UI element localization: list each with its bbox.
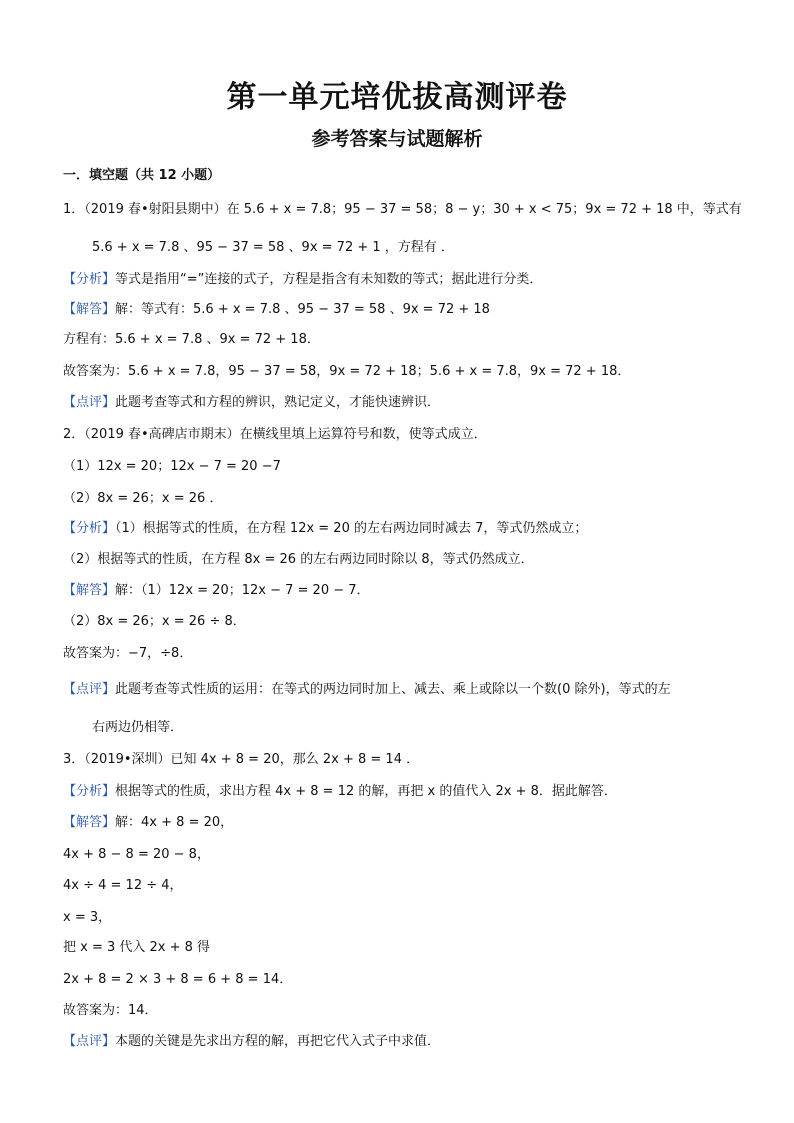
question-2-solution-1: 【解答】解：（1）12x = 20；12x − 7 = 20 − 7． <box>63 583 370 598</box>
section-tag: 【点评】 <box>63 682 116 697</box>
page-subtitle: 参考答案与试题解析 <box>311 128 483 150</box>
question-3-analysis: 【分析】根据等式的性质，求出方程 4x + 8 = 12 的解，再把 x 的值代入 2x + 8．据此解答． <box>63 784 617 799</box>
section-tag: 【解答】 <box>63 815 116 830</box>
question-2-final-answer: 故答案为：−7，÷8． <box>63 646 193 661</box>
question-1-analysis: 【分析】等式是指用“=”连接的式子，方程是指含有未知数的等式；据此进行分类． <box>63 272 543 287</box>
question-3-solution-4: x = 3， <box>63 910 112 925</box>
section-tag: 【解答】 <box>63 583 116 598</box>
question-1-answer-line: 5.6 + x = 7.8 、95 − 37 = 58 、9x = 72 + 1 ，方程有 ． <box>92 240 454 255</box>
question-1-final-answer: 故答案为：5.6 + x = 7.8，95 − 37 = 58，9x = 72 + 18；5.6 + x = 7.8，9x = 72 + 18． <box>63 364 631 379</box>
question-1-equations: 方程有：5.6 + x = 7.8 、9x = 72 + 18． <box>63 332 320 347</box>
section-tag: 【解答】 <box>63 302 116 317</box>
question-1-stem: 1．（2019 春•射阳县期中）在 5.6 + x = 7.8；95 − 37 = 58；8 − y；30 + x < 75；9x = 72 + 18 中，等式有 <box>63 202 742 217</box>
question-3-solution-2: 4x + 8 − 8 = 20 − 8， <box>63 847 210 862</box>
question-2-part-2: （2）8x = 26；x = 26 ． <box>63 491 223 506</box>
question-3-solution-6: 2x + 8 = 2 × 3 + 8 = 6 + 8 = 14． <box>63 972 293 987</box>
section-tag: 【分析】 <box>63 784 116 799</box>
question-3-comment: 【点评】本题的关键是先求出方程的解，再把它代入式子中求值． <box>63 1034 441 1049</box>
question-1-solution: 【解答】解：等式有：5.6 + x = 7.8 、95 − 37 = 58 、9x = 72 + 18 <box>63 302 490 317</box>
question-2-analysis-1: 【分析】（1）根据等式的性质，在方程 12x = 20 的左右两边同时减去 7，等式仍然成立； <box>63 521 588 536</box>
question-3-solution-1: 【解答】解：4x + 8 = 20， <box>63 815 234 830</box>
question-3-stem: 3．（2019•深圳）已知 4x + 8 = 20，那么 2x + 8 = 14 ． <box>63 752 420 767</box>
question-3-final-answer: 故答案为：14． <box>63 1003 158 1018</box>
question-1-comment: 【点评】此题考查等式和方程的辨识，熟记定义，才能快速辨识． <box>63 395 441 410</box>
question-3-solution-3: 4x ÷ 4 = 12 ÷ 4， <box>63 878 183 893</box>
page-title: 第一单元培优拔高测评卷 <box>226 80 568 115</box>
section-tag: 【分析】 <box>63 272 116 287</box>
question-2-comment-cont: 右两边仍相等． <box>92 720 184 735</box>
section-tag: 【点评】 <box>63 1034 116 1049</box>
question-3-solution-5: 把 x = 3 代入 2x + 8 得 <box>63 940 211 955</box>
question-2-analysis-2: （2）根据等式的性质，在方程 8x = 26 的左右两边同时除以 8，等式仍然成立． <box>63 552 534 567</box>
section-tag: 【分析】 <box>63 521 116 536</box>
question-2-comment: 【点评】此题考查等式性质的运用：在等式的两边同时加上、减去、乘上或除以一个数(0 除外)，等式的左 <box>63 682 671 697</box>
question-2-stem: 2．（2019 春•高碑店市期末）在横线里填上运算符号和数，使等式成立． <box>63 427 487 442</box>
section-heading: 一．填空题（共 12 小题） <box>63 168 221 183</box>
question-2-part-1: （1）12x = 20；12x − 7 = 20 −7 <box>63 459 281 474</box>
section-tag: 【点评】 <box>63 395 116 410</box>
question-2-solution-2: （2）8x = 26；x = 26 ÷ 8． <box>63 614 246 629</box>
